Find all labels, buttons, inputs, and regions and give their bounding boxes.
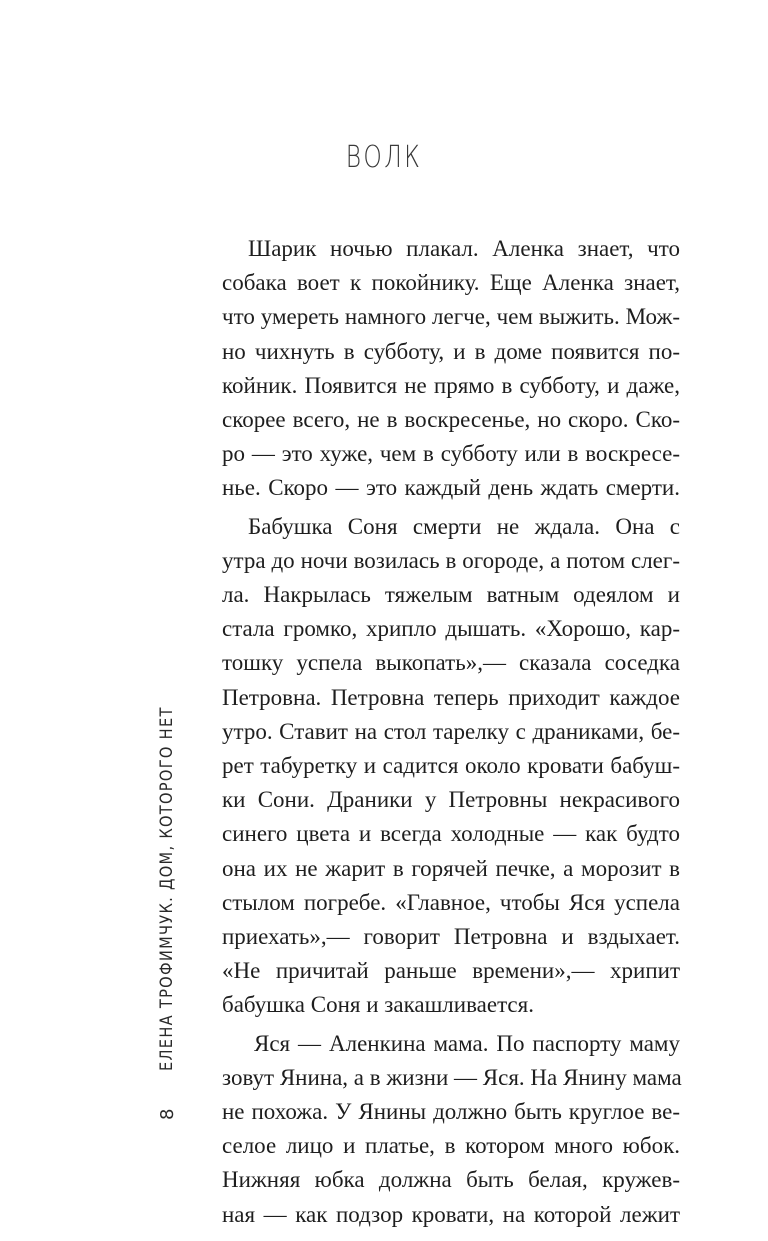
text-line: приехать»,— говорит Петровна и вздыхает. [222, 924, 680, 950]
text-line: что умереть намного легче, чем выжить. Мож- [222, 304, 680, 330]
paragraph-1 [222, 232, 680, 506]
text-line: бабушка Соня и закашливается. [222, 992, 534, 1018]
text-line: «Не причитай раньше времени»,— хрипит [222, 958, 680, 984]
text-line: Яся — Аленкина мама. По паспорту маму [254, 1030, 680, 1056]
text-line: утра до ночи возилась в огороде, а потом слег- [222, 547, 680, 573]
text-line: скорее всего, не в воскресенье, но скоро. Ско- [222, 407, 680, 433]
text-line: стала громко, хрипло дышать. «Хорошо, кар- [222, 616, 680, 642]
text-line: ро — это хуже, чем в субботу или в воскресе- [222, 441, 680, 467]
body-text [222, 232, 680, 1236]
text-line: стылом погребе. «Главное, чтобы Яся успела [222, 889, 680, 915]
text-line: тошку успела выкопать»,— сказала соседка [222, 650, 680, 676]
text-line: Бабушка Соня смерти не ждала. Она с [248, 513, 680, 539]
running-head [152, 706, 192, 1120]
text-line: Петровна. Петровна теперь приходит каждое [222, 684, 680, 710]
text-line: койник. Появится не прямо в субботу, и даже, [222, 372, 680, 398]
text-line: утро. Ставит на стол тарелку с драниками, бе- [222, 718, 680, 744]
text-line: не похожа. У Янины должно быть круглое ве- [222, 1099, 680, 1125]
text-line: она их не жарит в горячей печке, а морозит в [222, 855, 680, 881]
text-line: синего цвета и всегда холодные — как будто [222, 821, 680, 847]
paragraph-2 [222, 510, 680, 1023]
page-number: 8 [156, 1107, 178, 1120]
author-book-title: ЕЛЕНА ТРОФИМЧУК. ДОМ, КОТОРОГО НЕТ [157, 706, 177, 1072]
text-line: селое лицо и платье, в котором много юбок. [222, 1133, 680, 1159]
text-line: Нижняя юбка должна быть белая, кружев- [222, 1167, 680, 1193]
text-line: Шарик ночью плакал. Аленка знает, что [248, 236, 680, 261]
paragraph-3 [222, 1027, 680, 1232]
text-line: собака воет к покойнику. Еще Аленка знает, [222, 270, 680, 296]
text-line: рет табуретку и садится около кровати бабуш- [222, 753, 680, 779]
text-line: ла. Накрылась тяжелым ватным одеялом и [222, 582, 680, 608]
text-line: зовут Янина, а в жизни — Яся. На Янину мама [222, 1064, 682, 1090]
text-line: ки Сони. Драники у Петровны некрасивого [222, 787, 680, 813]
chapter-title: ВОЛК [345, 140, 423, 175]
text-line: ная — как подзор кровати, на которой лежит [222, 1201, 680, 1227]
text-line: нье. Скоро — это каждый день ждать смерти. [222, 475, 680, 501]
text-line: но чихнуть в субботу, и в доме появится по- [222, 338, 680, 364]
